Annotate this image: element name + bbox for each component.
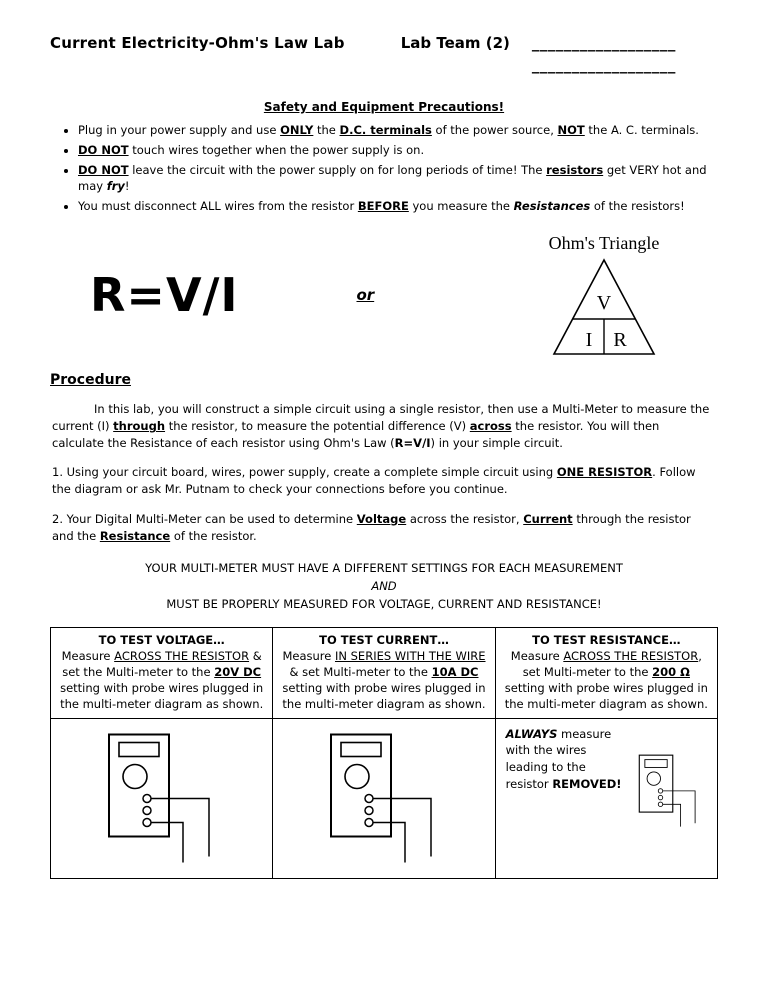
safety-bullet: • DO NOT touch wires together when the power supply is on. xyxy=(78,142,718,158)
voltage-test-instructions: Measure ACROSS THE RESISTOR & set the Multi-meter to the 20V DC setting with probe wires plugged in the multi-meter diagram as shown. xyxy=(60,649,264,712)
lab-team-blank-2: __________________ xyxy=(531,56,676,74)
safety-bullet: • You must disconnect ALL wires from the resistor BEFORE you measure the Resistances of the resistors! xyxy=(78,198,718,214)
current-test-cell xyxy=(273,627,495,718)
procedure-step-2: 2. Your Digital Multi-Meter can be used to determine Voltage across the resistor, Current through the resistor and the Resistance of the resistor. xyxy=(52,511,691,543)
resistance-test-cell xyxy=(495,627,717,718)
meter-settings-note-line3: MUST BE PROPERLY MEASURED FOR VOLTAGE, CURRENT AND RESISTANCE! xyxy=(166,596,602,611)
meter-settings-note xyxy=(50,560,718,613)
test-methods-table xyxy=(50,627,718,879)
formula-section xyxy=(50,220,718,370)
meter-settings-note-line2: AND xyxy=(371,578,397,593)
resistance-diagram-cell xyxy=(495,718,717,878)
safety-bullet: • Plug in your power supply and use ONLY the D.C. terminals of the power source, NOT the A. C. terminals. xyxy=(78,122,718,138)
safety-bullet: • DO NOT leave the circuit with the power supply on for long periods of time! The resistors get VERY hot and may fry! xyxy=(78,162,718,194)
safety-bullet-list xyxy=(56,122,718,214)
procedure-step-1: 1. Using your circuit board, wires, power supply, create a complete simple circuit using ONE RESISTOR. Follow the diagram or ask Mr. Putnam to check your connections before you continue. xyxy=(52,465,696,497)
current-diagram-cell xyxy=(273,718,495,878)
resistance-test-instructions: Measure ACROSS THE RESISTOR, set Multi-meter to the 200 Ω setting with probe wires plugged in the multi-meter diagram as shown. xyxy=(504,649,708,712)
procedure-heading: Procedure xyxy=(50,372,131,389)
lab-team-block xyxy=(401,34,676,74)
current-test-instructions: Measure IN SERIES WITH THE WIRE & set Multi-meter to the 10A DC setting with probe wires plugged in the multi-meter diagram as shown. xyxy=(282,649,486,712)
lab-team-row xyxy=(401,34,676,52)
doc-title: Current Electricity-Ohm's Law Lab xyxy=(50,34,345,52)
doc-header xyxy=(50,34,718,74)
voltage-test-cell xyxy=(51,627,273,718)
procedure-intro: In this lab, you will construct a simple circuit using a single resistor, then use a Multi-Meter to measure the current (I) through the resistor, to measure the potential difference (V) across the resistor. You will then calculate the Resistance of each resistor using Ohm's Law (R=V/I) in your simple circuit. xyxy=(52,402,710,450)
table-instructions-row xyxy=(51,627,718,718)
ohms-law-formula: R=V/I xyxy=(90,268,239,323)
lab-team-blank-1: __________________ xyxy=(531,34,676,52)
lab-team-row-2 xyxy=(532,56,676,74)
ohms-triangle-label: Ohm's Triangle xyxy=(548,233,660,254)
ohms-triangle-block xyxy=(548,233,660,357)
triangle-letter-i: I xyxy=(585,329,593,352)
multimeter-voltage-icon xyxy=(87,728,237,873)
meter-settings-note-line1: YOUR MULTI-METER MUST HAVE A DIFFERENT SETTINGS FOR EACH MEASUREMENT xyxy=(145,561,623,576)
resistance-test-title: TO TEST RESISTANCE… xyxy=(532,632,681,647)
triangle-letter-r: R xyxy=(613,329,627,352)
lab-team-label: Lab Team (2) xyxy=(400,34,510,52)
current-test-title: TO TEST CURRENT… xyxy=(319,632,449,647)
safety-heading: Safety and Equipment Precautions! xyxy=(263,100,505,114)
voltage-test-title: TO TEST VOLTAGE… xyxy=(98,632,225,647)
triangle-letter-v: V xyxy=(596,292,612,315)
ohms-triangle-diagram xyxy=(548,257,660,357)
resistance-cell-content xyxy=(502,724,711,856)
multimeter-resistance-icon xyxy=(627,728,711,856)
multimeter-current-icon xyxy=(309,728,459,873)
or-label: or xyxy=(356,286,375,305)
voltage-diagram-cell xyxy=(51,718,273,878)
table-diagram-row xyxy=(51,718,718,878)
resistance-removed-note: ALWAYS measure with the wires leading to the resistor REMOVED! xyxy=(505,726,622,791)
